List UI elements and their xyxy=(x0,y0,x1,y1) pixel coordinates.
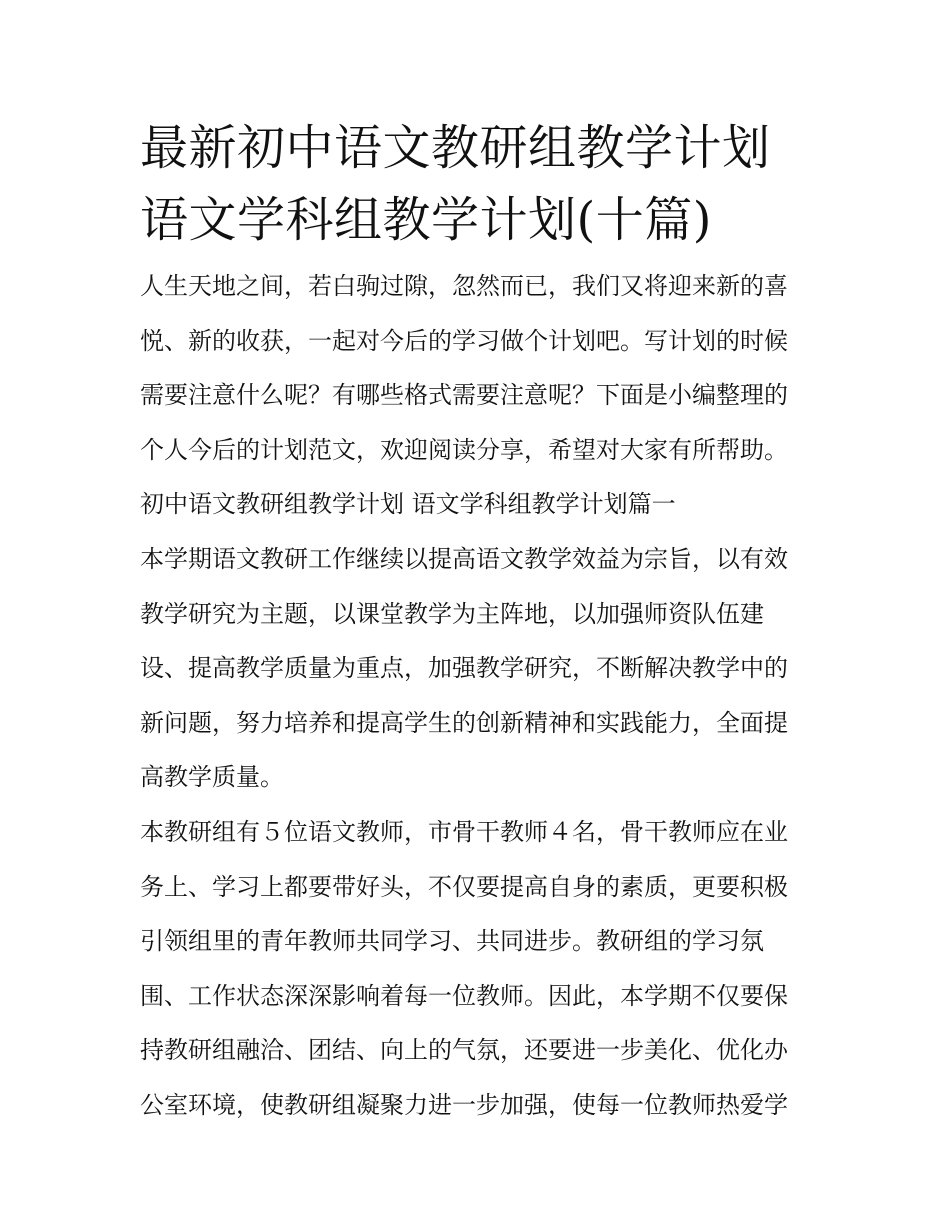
text-line: 个人今后的计划范文，欢迎阅读分享，希望对大家有所帮助。 xyxy=(140,435,788,464)
text-line: 持教研组融洽、团结、向上的气氛，还要进一步美化、优化办 xyxy=(140,1036,788,1065)
section-heading-text: 初中语文教研组教学计划 语文学科组教学计划篇一 xyxy=(140,490,676,519)
text-line: 本教研组有５位语文教师，市骨干教师４名，骨干教师应在业 xyxy=(140,817,788,846)
text-line: 人生天地之间，若白驹过隙，忽然而已，我们又将迎来新的喜 xyxy=(140,272,788,300)
document-body xyxy=(140,266,812,1125)
text-line: 本学期语文教研工作继续以提高语文教学效益为宗旨，以有效 xyxy=(140,544,788,573)
title-line-2: 语文学科组教学计划(十篇) xyxy=(140,192,712,248)
text-line: 教学研究为主题，以课堂教学为主阵地，以加强师资队伍建 xyxy=(140,599,764,628)
section-heading xyxy=(140,484,812,524)
text-line: 高教学质量。 xyxy=(140,763,284,792)
text-line: 新问题，努力培养和提高学生的创新精神和实践能力，全面提 xyxy=(140,708,788,737)
title-line-1: 最新初中语文教研组教学计划 xyxy=(140,120,771,176)
text-line: 务上、学习上都要带好头，不仅要提高自身的素质，更要积极 xyxy=(140,872,788,901)
text-line: 设、提高教学质量为重点，加强教学研究，不断解决教学中的 xyxy=(140,654,788,683)
text-line: 引领组里的青年教师共同学习、共同进步。教研组的学习氛 xyxy=(140,927,764,956)
text-line: 悦、新的收获，一起对今后的学习做个计划吧。写计划的时候 xyxy=(140,326,788,355)
paragraph-1 xyxy=(140,539,812,797)
text-line: 公室环境，使教研组凝聚力进一步加强，使每一位教师热爱学 xyxy=(140,1090,788,1119)
paragraph-2 xyxy=(140,812,812,1125)
intro-paragraph xyxy=(140,266,812,470)
document-page xyxy=(140,112,812,1140)
document-title xyxy=(140,112,812,256)
text-line: 需要注意什么呢？有哪些格式需要注意呢？下面是小编整理的 xyxy=(140,381,788,410)
text-line: 围、工作状态深深影响着每一位教师。因此，本学期不仅要保 xyxy=(140,981,788,1010)
